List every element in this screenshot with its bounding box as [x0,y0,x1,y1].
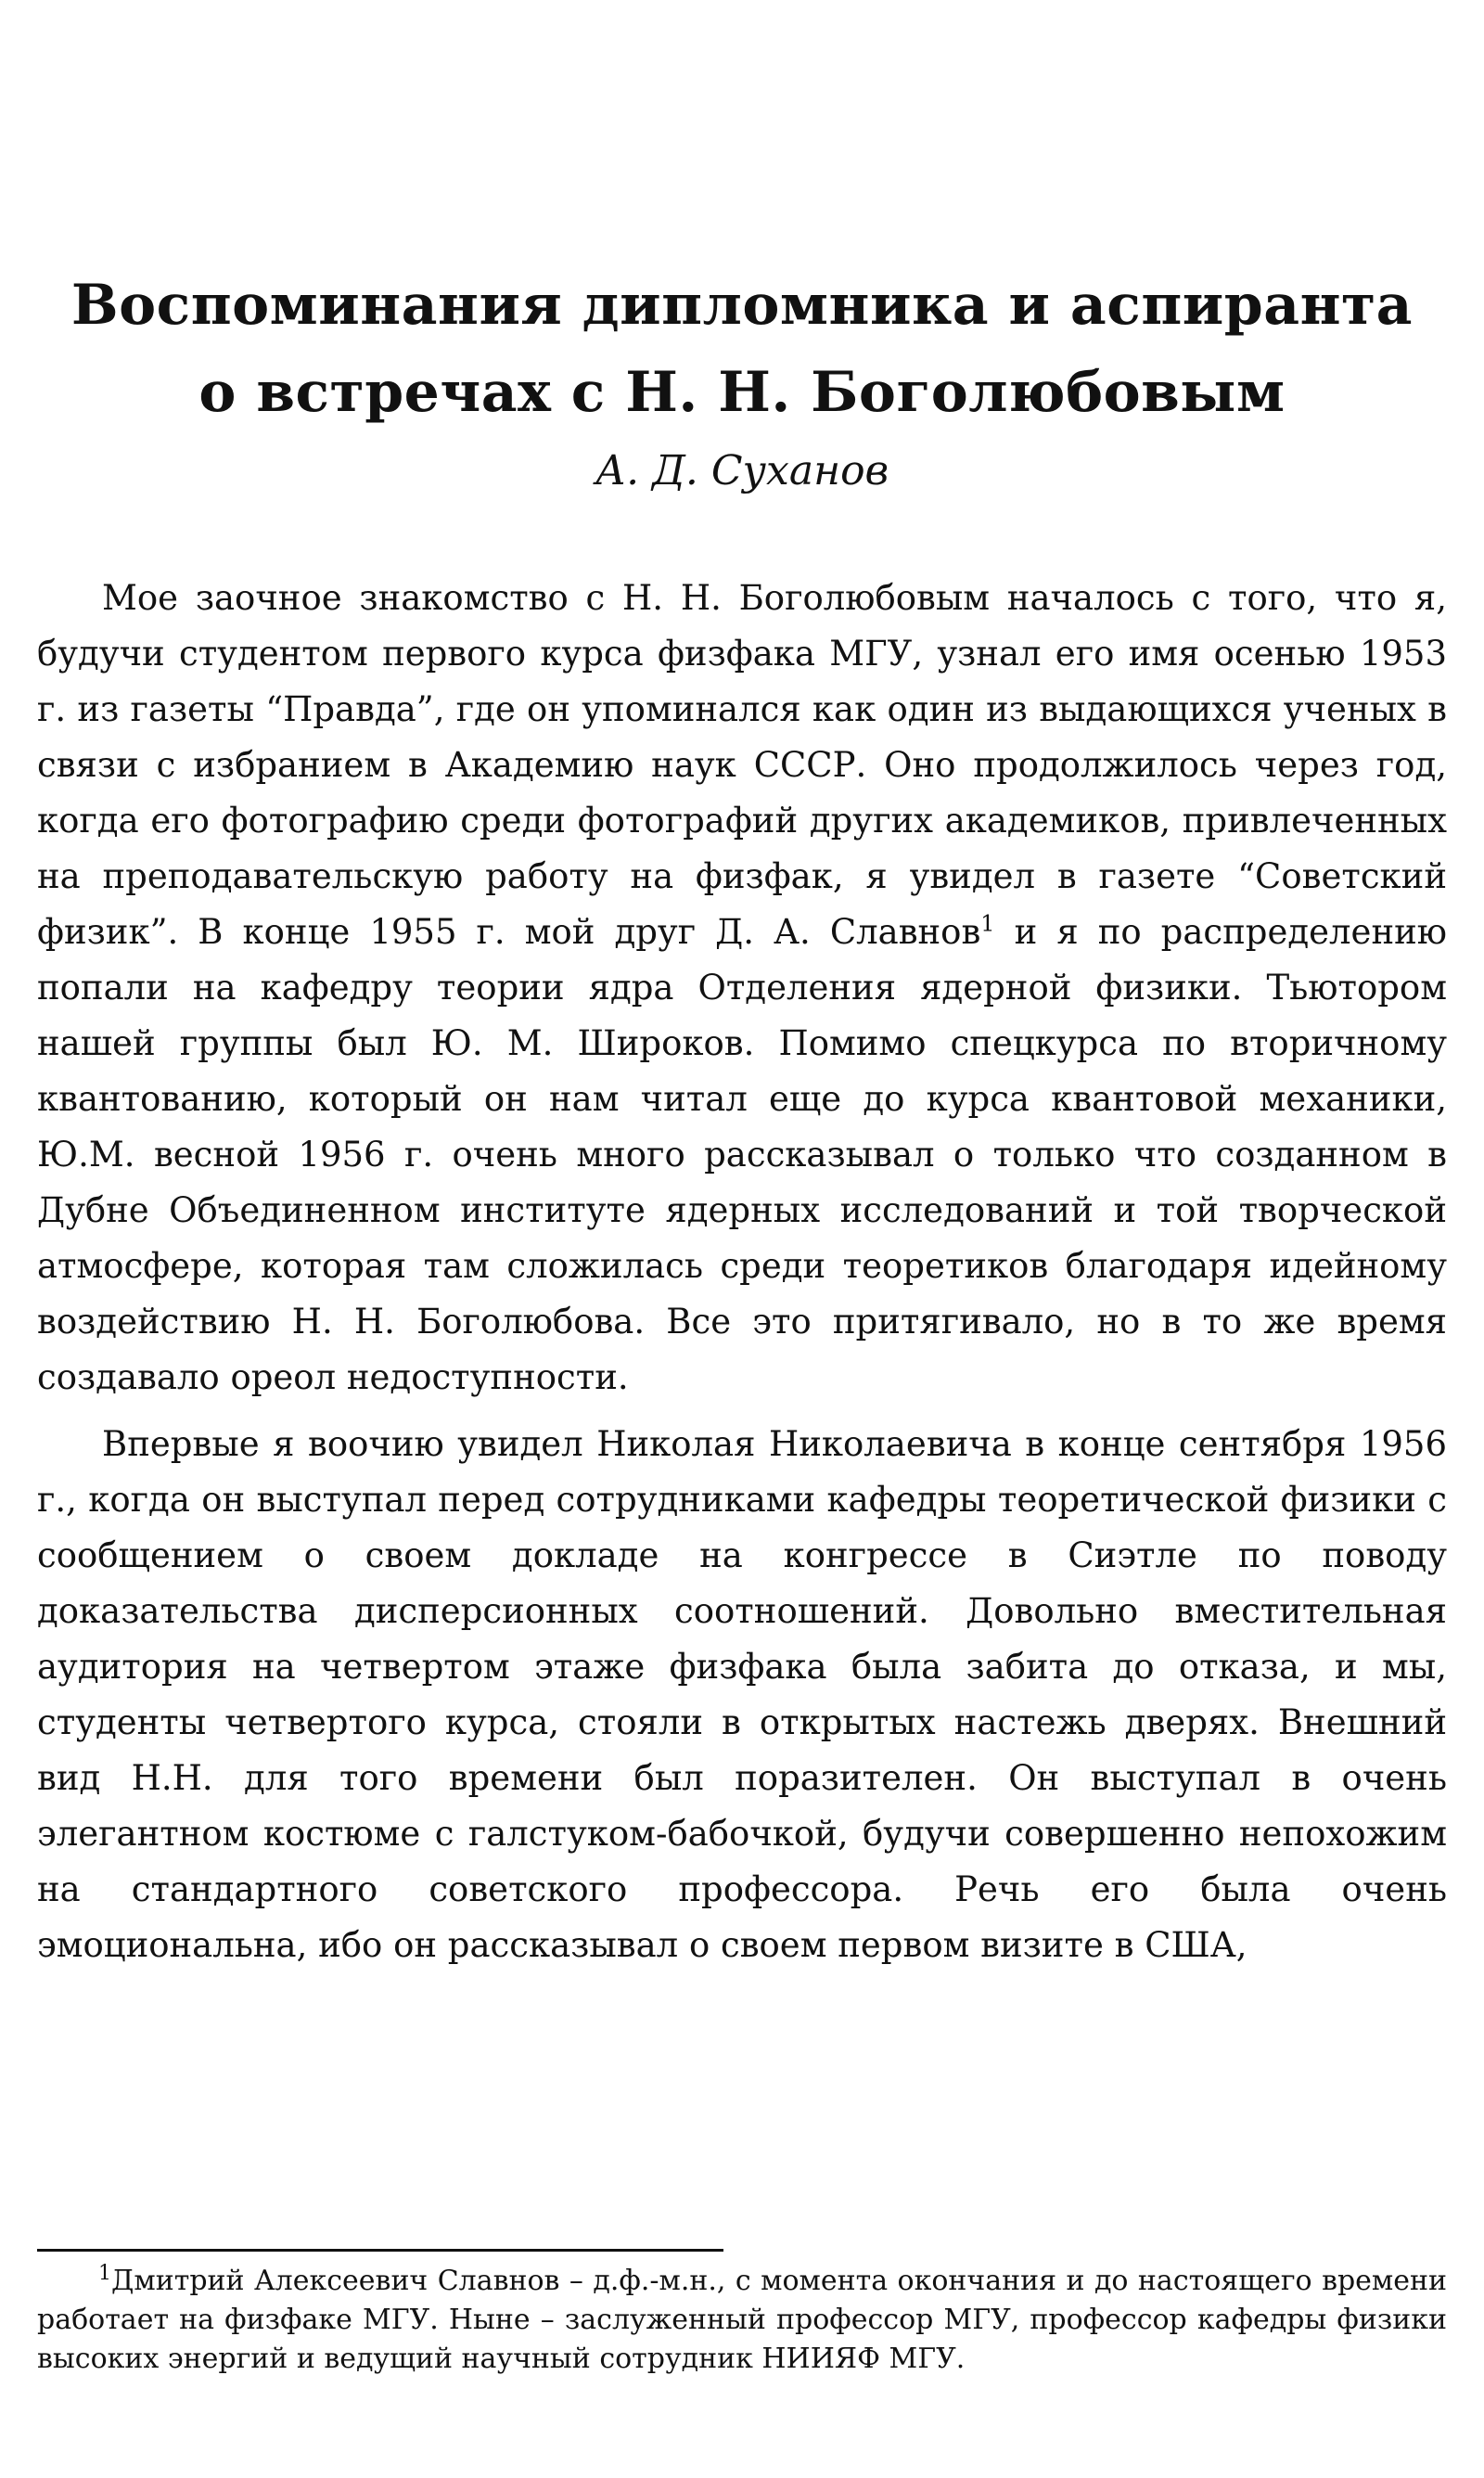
footnote-mark: 1 [98,2262,111,2285]
article-title-line-1: Воспоминания дипломника и аспиранта [70,273,1414,338]
footnote-text: Дмитрий Алексеевич Славнов – д.ф.-м.н., с момента окончания и до настоящего времени работает на физфаке МГУ. Ныне – заслуженный профессор МГУ, профессор кафедры физики высоких энергий и ведущий научный сотрудник НИИЯФ МГУ. [37,2265,1447,2375]
article-body [37,571,1447,1984]
article-title-line-2: о встречах с Н. Н. Боголюбовым [198,360,1286,425]
footnote-divider [37,2249,723,2252]
article-header [37,262,1447,499]
footnote-1 [37,2262,1447,2379]
paragraph-2: Впервые я воочию увидел Николая Николаевича в конце сентября 1956 г., когда он выступал перед сотрудниками кафедры теоретической физики с сообщением о своем докладе на конгрессе в Сиэтле по поводу доказательства дисперсионных соотношений. Довольно вместительная аудитория на четвертом этаже физфака была забита до отказа, и мы, студенты четвертого курса, стояли в открытых настежь дверях. Внешний вид Н.Н. для того времени был поразителен. Он выступал в очень элегантном костюме с галстуком-бабочкой, будучи совершенно непохожим на стандартного советского профессора. Речь его была очень эмоциональна, ибо он рассказывал о своем первом визите в США, [37,1424,1447,1965]
paragraph-1-text-after-ref: и я по распределению попали на кафедру теории ядра Отделения ядерной физики. Тьютором нашей группы был Ю. М. Широков. Помимо спецкурса по вторичному квантованию, который он нам читал еще до курса квантовой механики, Ю.М. весной 1956 г. очень много рассказывал о только что созданном в Дубне Объединенном институте ядерных исследований и той творческой атмосфере, которая там сложилась среди теоретиков благодаря идейному воздействию Н. Н. Боголюбова. Все это притягивало, но в то же время создавало ореол недоступности. [37,912,1447,1397]
footnote-reference-1[interactable]: 1 [980,910,995,937]
article-author: А. Д. Суханов [595,447,889,494]
paragraph-1 [37,571,1447,1406]
paragraph-1-text-before-ref: Мое заочное знакомство с Н. Н. Боголюбовым началось с того, что я, будучи студентом первого курса физфака МГУ, узнал его имя осенью 1953 г. из газеты “Правда”, где он упоминался как один из выдающихся ученых в связи с избранием в Академию наук СССР. Оно продолжилось через год, когда его фотографию среди фотографий других академиков, привлеченных на преподавательскую работу на физфак, я увидел в газете “Советский физик”. В конце 1955 г. мой друг Д. А. Славнов [37,578,1447,952]
